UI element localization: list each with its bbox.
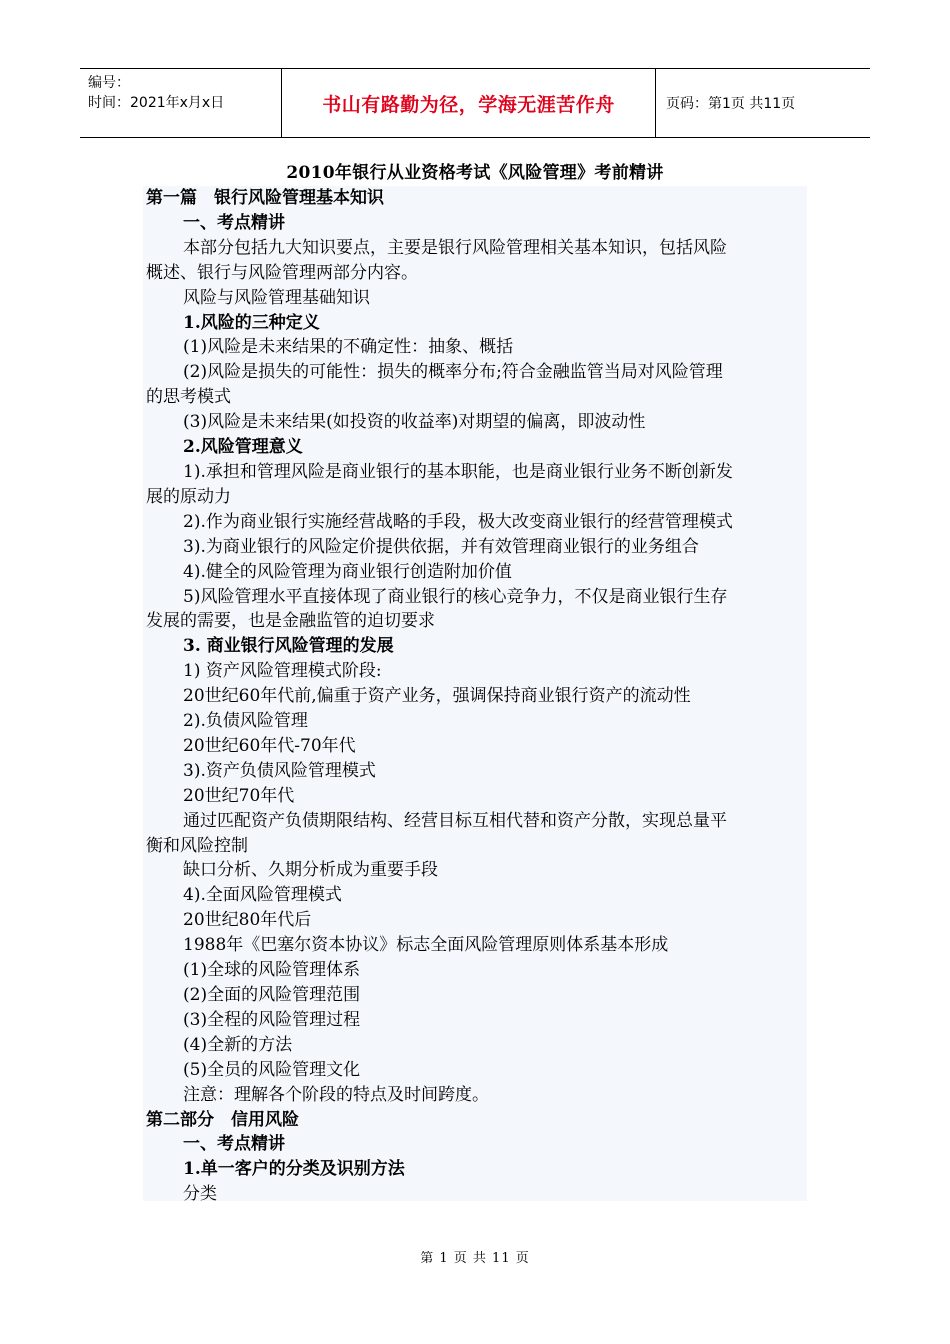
time-label: 时间：2021年x月x日 <box>88 95 225 111</box>
section-heading: 第一篇 银行风险管理基本知识 <box>146 188 384 208</box>
body-line: 2).作为商业银行实施经营战略的手段，极大改变商业银行的经营管理模式 <box>183 511 733 532</box>
body-line: 发展的需要，也是金融监管的迫切要求 <box>146 611 435 632</box>
body-line: 20世纪70年代 <box>183 785 295 806</box>
page-header <box>80 68 870 138</box>
document-body <box>146 186 806 1207</box>
body-line: 1).承担和管理风险是商业银行的基本职能，也是商业银行业务不断创新发 <box>183 461 733 482</box>
section-heading: 1.风险的三种定义 <box>183 312 320 333</box>
section-heading: 第二部分 信用风险 <box>146 1109 299 1130</box>
section-heading: 一、考点精讲 <box>183 212 285 233</box>
serial-label: 编号： <box>88 75 130 91</box>
body-line: (3)风险是未来结果(如投资的收益率)对期望的偏离，即波动性 <box>183 412 646 433</box>
page-info-text: 页码：第1页 共11页 <box>666 96 796 112</box>
body-line: 3).资产负债风险管理模式 <box>183 760 376 781</box>
body-line: 4).全面风险管理模式 <box>183 885 342 906</box>
section-heading: 1.单一客户的分类及识别方法 <box>183 1159 405 1180</box>
body-line: 分类 <box>183 1184 217 1205</box>
body-line: 1) 资产风险管理模式阶段: <box>183 661 382 682</box>
body-line: 通过匹配资产负债期限结构、经营目标互相代替和资产分散，实现总量平 <box>183 810 727 831</box>
body-line: 20世纪60年代-70年代 <box>183 735 356 756</box>
body-line: (4)全新的方法 <box>183 1034 293 1055</box>
body-line: 概述、银行与风险管理两部分内容。 <box>146 262 418 283</box>
header-meta <box>80 69 282 137</box>
header-motto-cell <box>282 69 656 137</box>
body-line: 注意：理解各个阶段的特点及时间跨度。 <box>183 1084 489 1105</box>
body-line: (1)全球的风险管理体系 <box>183 960 361 981</box>
body-line: 风险与风险管理基础知识 <box>183 287 370 308</box>
body-line: (1)风险是未来结果的不确定性：抽象、概括 <box>183 337 514 358</box>
body-line: 3).为商业银行的风险定价提供依据，并有效管理商业银行的业务组合 <box>183 536 699 557</box>
motto-text: 书山有路勤为径，学海无涯苦作舟 <box>322 93 615 116</box>
body-line: 2).负债风险管理 <box>183 711 308 732</box>
body-line: 本部分包括九大知识要点，主要是银行风险管理相关基本知识，包括风险 <box>183 237 727 258</box>
document-title: 2010年银行从业资格考试《风险管理》考前精讲 <box>286 163 664 183</box>
section-heading: 3. 商业银行风险管理的发展 <box>183 636 394 657</box>
body-line: 缺口分析、久期分析成为重要手段 <box>183 860 438 881</box>
body-line: 20世纪80年代后 <box>183 910 312 931</box>
page-footer: 第 1 页 共 11 页 <box>420 1251 530 1266</box>
section-heading: 2.风险管理意义 <box>183 437 303 458</box>
section-heading: 一、考点精讲 <box>183 1134 285 1155</box>
body-line: (2)全面的风险管理范围 <box>183 985 361 1005</box>
body-line: 1988年《巴塞尔资本协议》标志全面风险管理原则体系基本形成 <box>183 935 669 956</box>
body-line: 衡和风险控制 <box>146 835 248 856</box>
body-line: (5)全员的风险管理文化 <box>183 1059 361 1080</box>
body-line: (2)风险是损失的可能性：损失的概率分布;符合金融监管当局对风险管理 <box>183 362 723 383</box>
header-page-info <box>656 69 870 137</box>
body-line: 5)风险管理水平直接体现了商业银行的核心竞争力，不仅是商业银行生存 <box>183 586 728 607</box>
body-line: 20世纪60年代前,偏重于资产业务，强调保持商业银行资产的流动性 <box>183 686 691 707</box>
body-line: 展的原动力 <box>146 486 231 507</box>
body-line: 的思考模式 <box>146 387 231 408</box>
body-line: 4).健全的风险管理为商业银行创造附加价值 <box>183 561 512 582</box>
body-line: (3)全程的风险管理过程 <box>183 1009 361 1030</box>
